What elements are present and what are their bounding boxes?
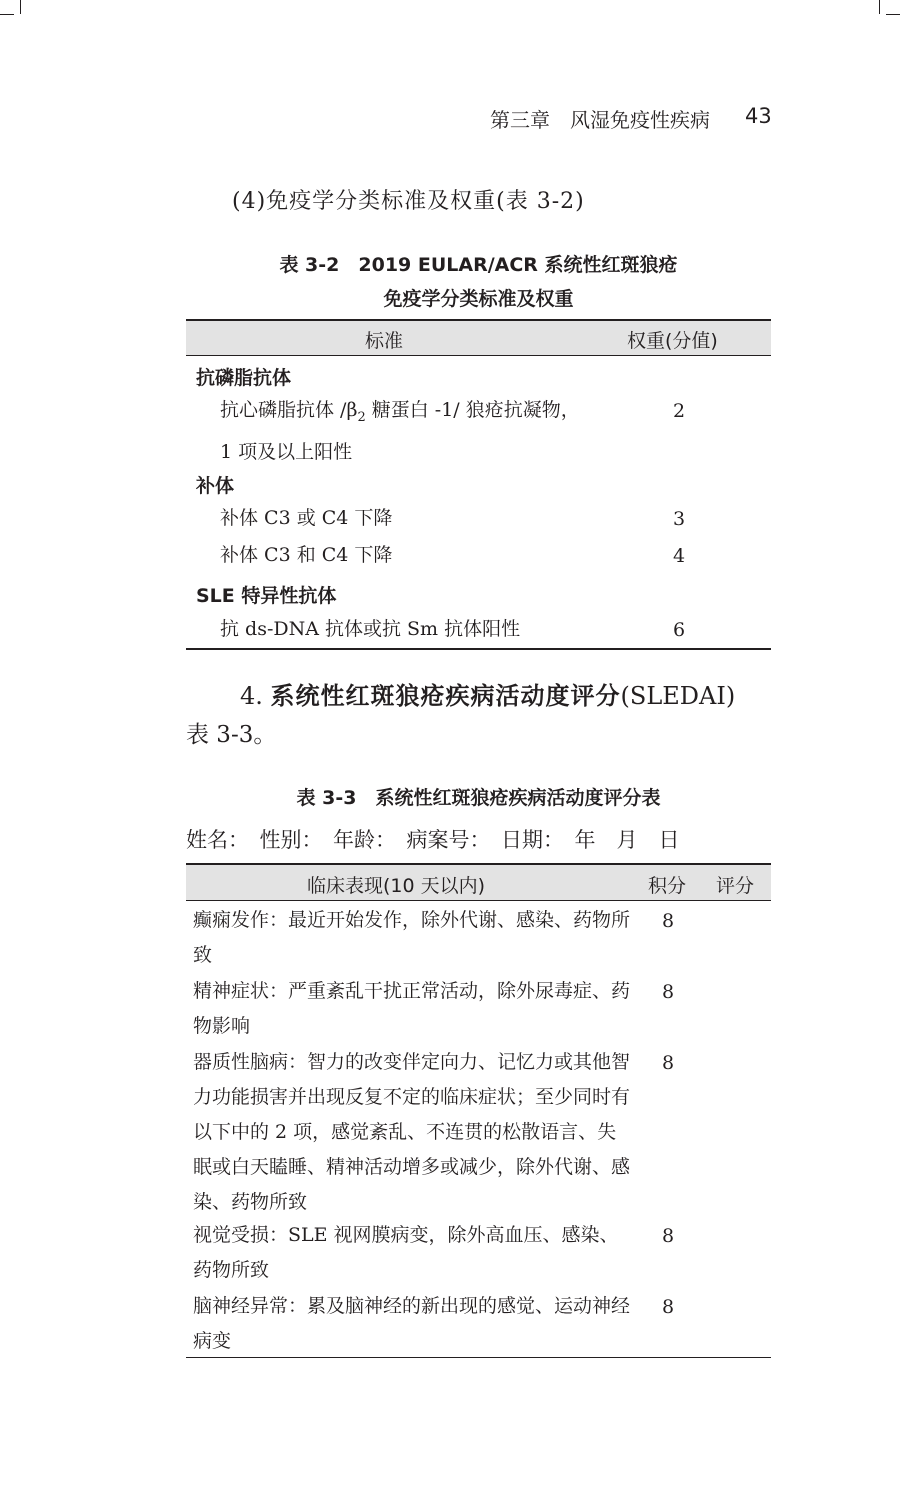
- weight-value: 2: [673, 400, 686, 422]
- crop-mark-top-left-h: [0, 14, 14, 15]
- page-number: 43: [745, 104, 772, 128]
- table-3-3-col-points: 积分: [648, 875, 687, 897]
- points-value: 8: [662, 981, 675, 1003]
- points-value: 8: [662, 1052, 675, 1074]
- points-value: 8: [662, 910, 675, 932]
- table-row: 补体 C3 或 C4 下降: [220, 507, 393, 529]
- patient-info-line: 姓名： 性别： 年龄： 病案号： 日期： 年 月 日: [186, 828, 680, 852]
- table-row: [220, 393, 590, 470]
- table-row: 癫痫发作：最近开始发作，除外代谢、感染、药物所致: [193, 909, 631, 966]
- section-heading-line2: 表 3-3。: [186, 722, 277, 748]
- section-number: 4.: [240, 682, 263, 710]
- weight-value: 4: [673, 545, 686, 567]
- weight-value: 3: [673, 508, 686, 530]
- section-title: 系统性红斑狼疮疾病活动度评分: [270, 682, 621, 710]
- table-3-3-col-score: 评分: [716, 875, 755, 897]
- criterion-subscript: 2: [357, 409, 366, 425]
- section-heading-sledai: [240, 676, 735, 711]
- criterion-text: 抗心磷脂抗体 /β: [220, 399, 358, 421]
- section-heading-criteria: (4)免疫学分类标准及权重(表 3-2): [232, 189, 585, 214]
- table-row: 补体 C3 和 C4 下降: [220, 544, 393, 566]
- table-3-2-header-rule: [186, 355, 771, 356]
- table-3-2-col-criterion: 标准: [365, 330, 404, 352]
- table-3-3-bottom-rule: [186, 1357, 771, 1358]
- table-3-3-top-rule: [186, 863, 771, 865]
- table-row: 器质性脑病：智力的改变伴定向力、记忆力或其他智力功能损害并出现反复不定的临床症状；至少同时有以下中的 2 项，感觉紊乱、不连贯的松散语言、失眠或白天瞌睡、精神活动增多或减少，除外代谢、感染、药物所致: [193, 1051, 631, 1213]
- category-sle-antibody: SLE 特异性抗体: [196, 585, 337, 607]
- table-3-2-top-rule: [186, 319, 771, 321]
- table-3-3-title: 表 3-3 系统性红斑狼疮疾病活动度评分表: [296, 787, 661, 809]
- crop-mark-top-left: [20, 0, 21, 14]
- crop-mark-top-right: [879, 0, 880, 14]
- weight-value: 6: [673, 619, 686, 641]
- table-3-2-bottom-rule: [186, 648, 771, 650]
- crop-mark-top-right-h: [886, 14, 900, 15]
- table-3-2-title-line2: 免疫学分类标准及权重: [383, 288, 574, 310]
- table-3-2-title-line1: 表 3-2 2019 EULAR/ACR 系统性红斑狼疮: [279, 254, 678, 276]
- table-row: 抗 ds-DNA 抗体或抗 Sm 抗体阳性: [220, 618, 521, 640]
- table-3-2-col-weight: 权重(分值): [627, 330, 718, 352]
- points-value: 8: [662, 1296, 675, 1318]
- points-value: 8: [662, 1225, 675, 1247]
- table-3-3-header-rule: [186, 900, 771, 901]
- chapter-title: 第三章 风湿免疫性疾病: [490, 108, 710, 132]
- table-3-3-col-clinical: 临床表现(10 天以内): [307, 875, 486, 897]
- category-antiphospholipid: 抗磷脂抗体: [196, 367, 292, 389]
- table-row: 视觉受损：SLE 视网膜病变，除外高血压、感染、药物所致: [193, 1224, 619, 1281]
- table-row: 精神症状：严重紊乱干扰正常活动，除外尿毒症、药物影响: [193, 980, 631, 1037]
- criterion-text-cont: 糖蛋白 -1/ 狼疮抗凝物，1 项及以上阳性: [220, 399, 580, 463]
- section-title-suffix: (SLEDAI): [620, 682, 736, 710]
- category-complement: 补体: [196, 475, 235, 497]
- table-row: 脑神经异常：累及脑神经的新出现的感觉、运动神经病变: [193, 1295, 631, 1352]
